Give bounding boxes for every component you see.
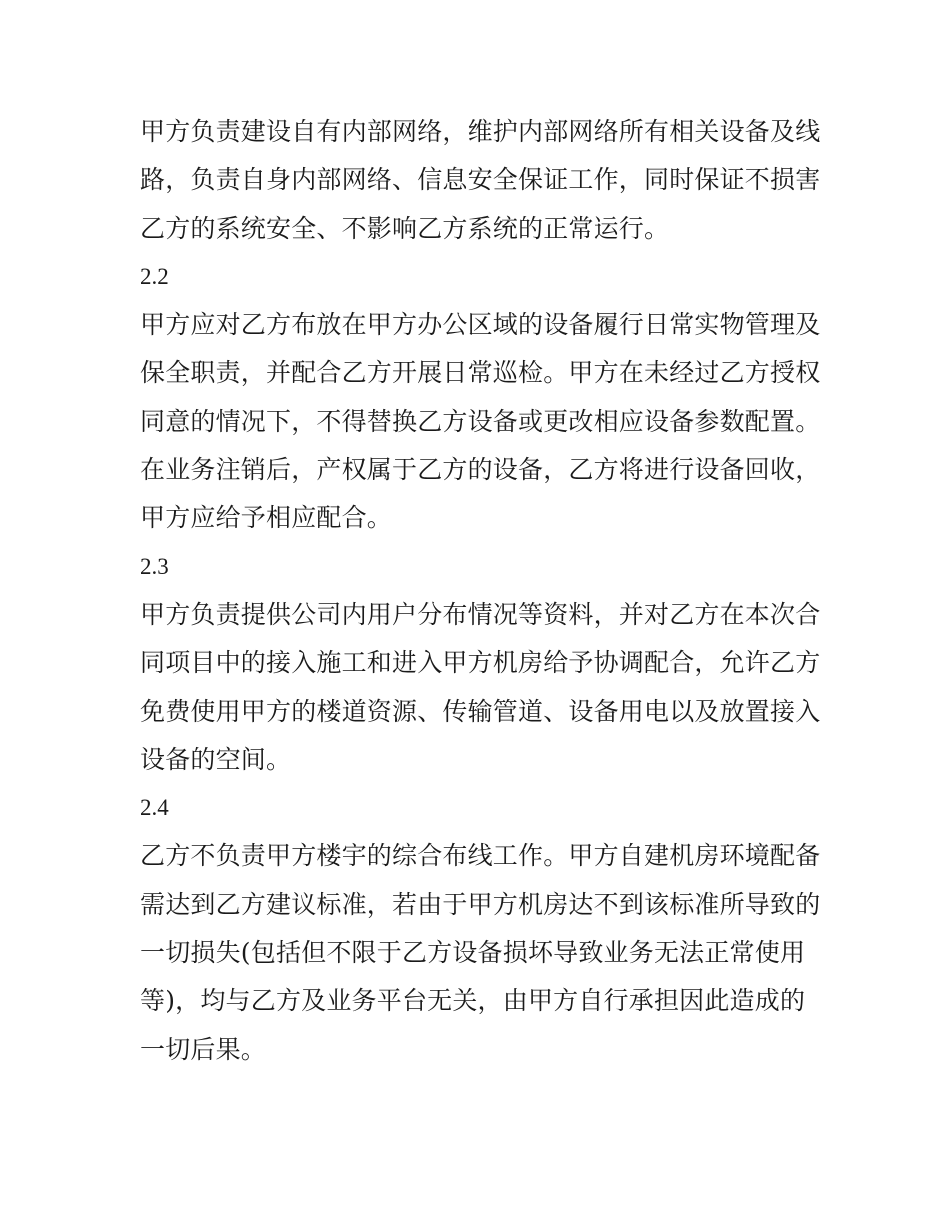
paragraph-line: 设备的空间。 (140, 744, 292, 774)
paragraph-line: 乙方的系统安全、不影响乙方系统的正常运行。 (140, 213, 670, 243)
paragraph-line: 一切后果。 (140, 1034, 267, 1064)
paragraph-line: 甲方负责提供公司内用户分布情况等资料，并对乙方在本次合 (140, 599, 821, 629)
paragraph-line: 同意的情况下，不得替换乙方设备或更改相应设备参数配置。 (140, 406, 821, 436)
paragraph-line: 同项目中的接入施工和进入甲方机房给予协调配合，允许乙方 (140, 648, 821, 678)
document-body (140, 108, 820, 1074)
paragraph-line: 在业务注销后，产权属于乙方的设备，乙方将进行设备回收， (140, 455, 821, 485)
paragraph-line: 等)，均与乙方及业务平台无关，由甲方自行承担因此造成的 (140, 986, 806, 1016)
paragraph-line: 一切损失(包括但不限于乙方设备损坏导致业务无法正常使用 (140, 938, 806, 968)
clause-2-4 (140, 784, 820, 1074)
paragraph-line: 免费使用甲方的楼道资源、传输管道、设备用电以及放置接入 (140, 696, 821, 726)
clause-2-1 (140, 108, 820, 253)
clause-number: 2.3 (140, 553, 169, 579)
paragraph-line: 甲方应对乙方布放在甲方办公区域的设备履行日常实物管理及 (140, 310, 821, 340)
clause-2-3 (140, 543, 820, 784)
paragraph-line: 甲方应给予相应配合。 (140, 503, 393, 533)
clause-2-2 (140, 253, 820, 543)
paragraph-line: 路，负责自身内部网络、信息安全保证工作，同时保证不损害 (140, 165, 821, 195)
paragraph-line: 乙方不负责甲方楼宇的综合布线工作。甲方自建机房环境配备 (140, 841, 821, 871)
paragraph-line: 需达到乙方建议标准，若由于甲方机房达不到该标准所导致的 (140, 889, 821, 919)
clause-number: 2.4 (140, 795, 169, 821)
paragraph-line: 保全职责，并配合乙方开展日常巡检。甲方在未经过乙方授权 (140, 358, 821, 388)
clause-number: 2.2 (140, 263, 169, 289)
paragraph-line: 甲方负责建设自有内部网络，维护内部网络所有相关设备及线 (140, 117, 821, 146)
